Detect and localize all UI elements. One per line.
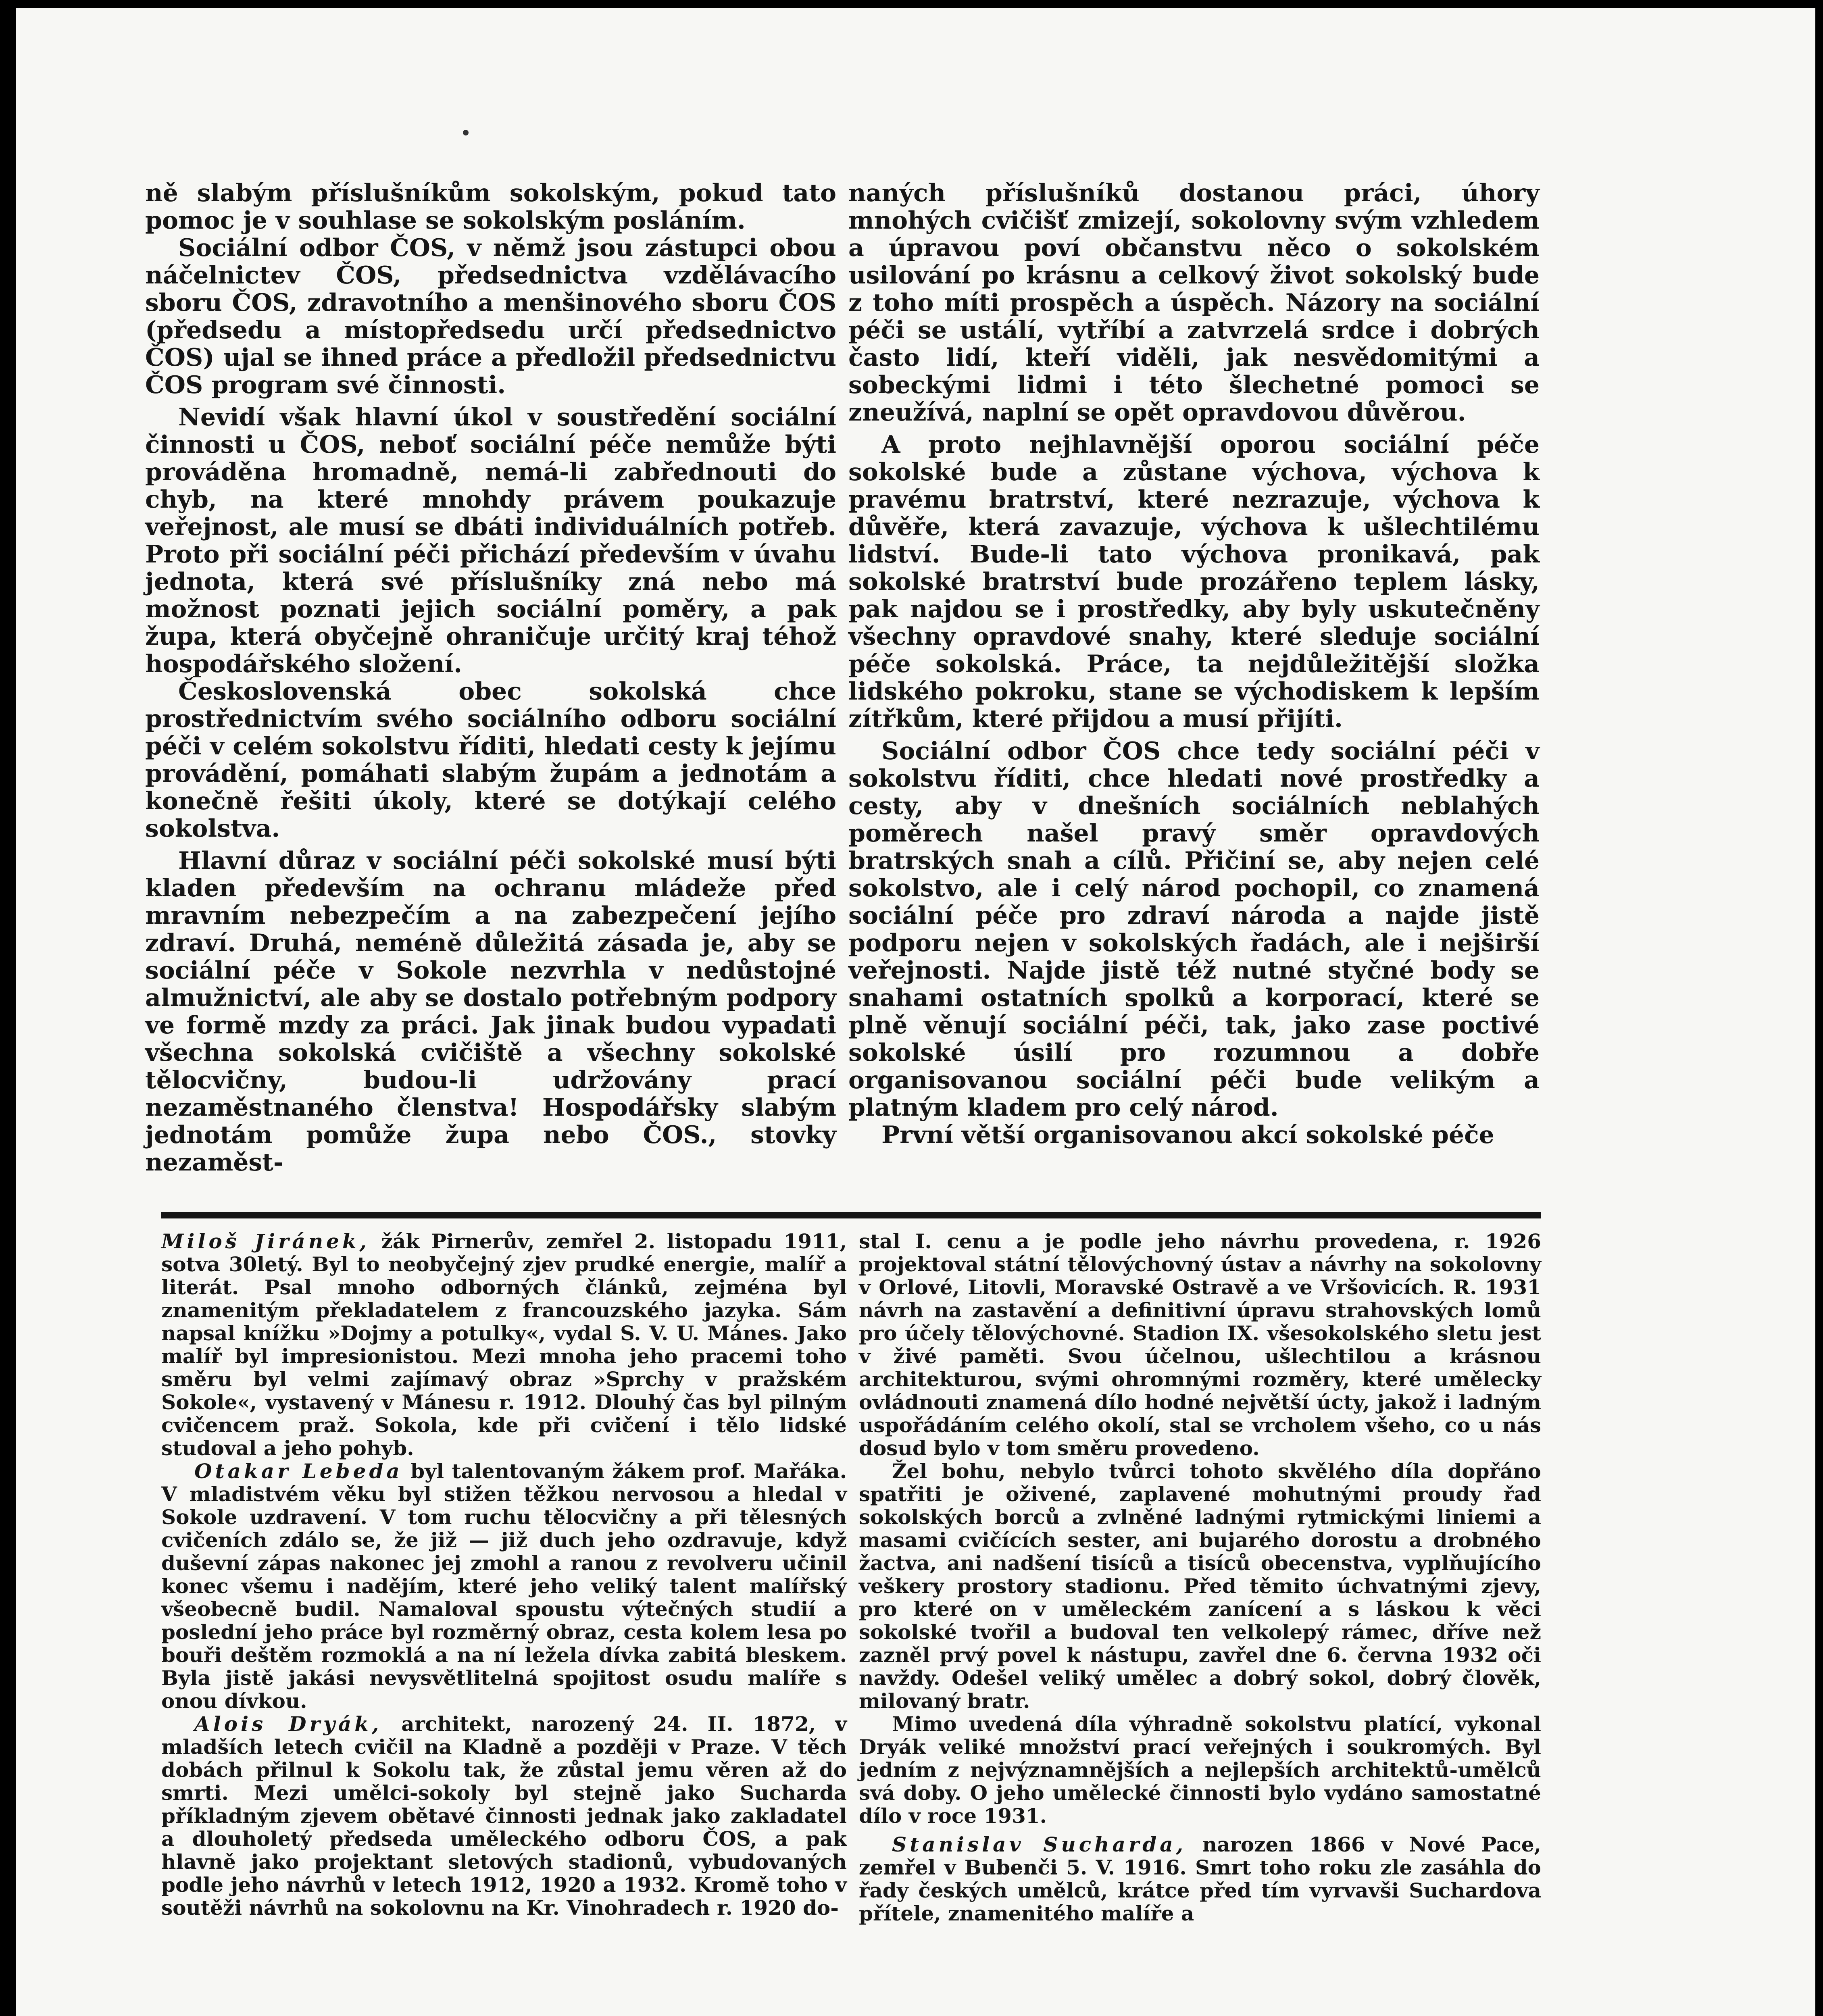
person-name: Alois Dryák, bbox=[194, 1712, 382, 1736]
paragraph: První větší organisovanou akcí sokolské péče bbox=[881, 1121, 1494, 1149]
note-text: stal I. cenu a je podle jeho návrhu provedena, r. 1926 projektoval státní tělovýchovný ústav a návrhy na sokolovny v Orlové, Litovli, Moravské Ostravě a ve Vršovicích. R. 1931 návrh na zastavění a definitivní úpravu strahovských lomů pro účely tělovýchovné. Stadion IX. všesokolského sletu jest v živé paměti. Svou účelnou, ušlechtilou a krásnou architekturou, svými ohromnými rozměry, které umělecky ovládnouti znamená dílo hodné největší úcty, jakož i ladným uspořádáním celého okolí, stal se vrcholem všeho, co u nás dosud bylo v tom směru provedeno. bbox=[859, 1229, 1541, 1460]
notes-column-right bbox=[859, 1230, 1541, 1925]
note-text: Mimo uvedená díla výhradně sokolstvu platící, vykonal Dryák veliké množství prací veřejných i soukromých. Byl jedním z nejvýznamnějších a nejlepších architektů-umělců svá doby. O jeho umělecké činnosti bylo vydáno samostatné dílo v roce 1931. bbox=[859, 1712, 1541, 1828]
biographical-note bbox=[859, 1230, 1541, 1460]
biographical-note bbox=[161, 1712, 847, 1919]
biographical-note bbox=[859, 1460, 1541, 1712]
dust-speck bbox=[463, 130, 469, 135]
note-text: narozen 1866 v Nové Pace, zemřel v Bubenči 5. V. 1916. Smrt toho roku zle zasáhla do řady českých umělců, krátce před tím vyrvavši Suchardova přítele, znamenitého malíře a bbox=[859, 1833, 1541, 1925]
note-text: byl talentovaným žákem prof. Mařáka. V mladistvém věku byl stižen těžkou nervosou a hledal v Sokole uzdravení. V tom ruchu tělocvičny a při tělesných cvičeních zdálo se, že již — již duch jeho ozdravuje, když duševní zápas nakonec jej zmohl a ranou z revolveru učinil konec všemu i nadějím, které jeho veliký talent malířský všeobecně budil. Namaloval spoustu výtečných studií a poslední jeho práce byl rozměrný obraz, cesta kolem lesa po bouři deštěm rozmoklá a na ní ležela dívka zabitá bleskem. Byla jistě jakási nevysvětlitelná spojitost osudu malíře s onou dívkou. bbox=[161, 1459, 847, 1713]
person-name: Miloš Jiránek, bbox=[161, 1229, 370, 1253]
person-name: Otakar Lebeda bbox=[194, 1459, 403, 1483]
paragraph: Sociální odbor ČOS, v němž jsou zástupci obou náčelnictev ČOS, předsednictva vzdělávacího sboru ČOS, zdravotního a menšinového sboru ČOS (předsedu a místopředsedu určí předsednictvo ČOS) ujal se ihned práce a předložil předsednictvu ČOS program své činnosti. bbox=[145, 234, 836, 399]
article-column-left bbox=[145, 179, 836, 1176]
paragraph: naných příslušníků dostanou práci, úhory mnohých cvičišť zmizejí, sokolovny svým vzhledem a úpravou poví občanstvu něco o sokolském usilování po krásnu a celkový život sokolský bude z toho míti prospěch a úspěch. Názory na sociální péči se ustálí, vytříbí a zatvrzelá srdce i dobrých často lidí, kteří viděli, jak nesvědomitými a sobeckými lidmi i této šlechetné pomoci se zneužívá, naplní se opět opravdovou důvěrou. bbox=[848, 179, 1540, 427]
biographical-note bbox=[161, 1460, 847, 1712]
note-text: architekt, narozený 24. II. 1872, v mladších letech cvičil na Kladně a později v Praze. V těch dobách přilnul k Sokolu tak, že zůstal jemu věren až do smrti. Mezi umělci-sokoly byl stejně jako Sucharda příkladným zjevem obětavé činnosti jednak jako zakladatel a dlouholetý předseda uměleckého odboru ČOS, a pak hlavně jako projektant sletových stadionů, vybudovaných podle jeho návrhů v letech 1912, 1920 a 1932. Kromě toho v soutěži návrhů na sokolovnu na Kr. Vinohradech r. 1920 do- bbox=[161, 1712, 847, 1920]
paragraph: ně slabým příslušníkům sokolským, pokud tato pomoc je v souhlase se sokolským posláním. bbox=[145, 179, 836, 235]
note-text: Žel bohu, nebylo tvůrci tohoto skvělého díla dopřáno spatřiti je oživené, zaplavené mohutnými proudy řad sokolských borců a zvlněné ladnými rytmickými liniemi a masami cvičících sester, ani bujarého dorostu a drobného žactva, ani nadšení tisíců a tisíců obecenstva, vyplňujícího veškery prostory stadionu. Před těmito úchvatnými zjevy, pro které on v uměleckém zanícení a s láskou k věci sokolské tvořil a budoval ten velkolepý rámec, dříve než zazněl prvý povel k nástupu, zavřel dne 6. června 1932 oči navždy. Odešel veliký umělec a dobrý sokol, dobrý člověk, milovaný bratr. bbox=[859, 1459, 1541, 1713]
person-name: Stanislav Sucharda, bbox=[892, 1833, 1187, 1856]
paragraph: Sociální odbor ČOS chce tedy sociální péči v sokolstvu říditi, chce hledati nové prostředky a cesty, aby v dnešních sociálních neblahých poměrech našel pravý směr opravdových bratrských snah a cílů. Přičiní se, aby nejen celé sokolstvo, ale i celý národ pochopil, co znamená sociální péče pro zdraví národa a najde jistě podporu nejen v sokolských řadách, ale i nejširší veřejnosti. Najde jistě též nutné styčné body se snahami ostatních spolků a korporací, které se plně věnují sociální péči, tak, jako zase poctivé sokolské úsilí pro rozumnou a dobře organisovanou sociální péči bude velikým a platným kladem pro celý národ. bbox=[848, 737, 1540, 1122]
paragraph: Hlavní důraz v sociální péči sokolské musí býti kladen především na ochranu mládeže před mravním nebezpečím a na zabezpečení jejího zdraví. Druhá, neméně důležitá zásada je, aby se sociální péče v Sokole nezvrhla v nedůstojné almužnictví, ale aby se dostalo potřebným podpory ve formě mzdy za práci. Jak jinak budou vypadati všechna sokolská cvičiště a všechny sokolské tělocvičny, budou-li udržovány prací nezaměstnaného členstva! Hospodářsky slabým jednotám pomůže župa nebo ČOS., stovky nezaměst- bbox=[145, 847, 836, 1177]
paragraph: Československá obec sokolská chce prostřednictvím svého sociálního odboru sociální péči v celém sokolstvu říditi, hledati cesty k jejímu provádění, pomáhati slabým župám a jednotám a konečně řešiti úkoly, které se dotýkají celého sokolstva. bbox=[145, 677, 836, 843]
note-text: žák Pirnerův, zemřel 2. listopadu 1911, sotva 30letý. Byl to neobyčejný zjev prudké energie, malíř a literát. Psal mnoho odborných článků, zejména byl znamenitým překladatelem z francouzského jazyka. Sám napsal knížku »Dojmy a potulky«, vydal S. V. U. Mánes. Jako malíř byl impresionistou. Mezi mnoha jeho pracemi toho směru byl velmi zajímavý obraz »Sprchy v pražském Sokole«, vystavený v Mánesu r. 1912. Dlouhý čas byl pilným cvičencem praž. Sokola, kde při cvičení i tělo lidské studoval a jeho pohyb. bbox=[161, 1229, 847, 1460]
biographical-note bbox=[859, 1712, 1541, 1827]
paragraph: Nevidí však hlavní úkol v soustředění sociální činnosti u ČOS, neboť sociální péče nemůže býti prováděna hromadně, nemá-li zabřednouti do chyb, na které mnohdy právem poukazuje veřejnost, ale musí se dbáti individuálních potřeb. Proto při sociální péči přichází především v úvahu jednota, která své příslušníky zná nebo má možnost poznati jejich sociální poměry, a pak župa, která obyčejně ohraničuje určitý kraj téhož hospodářského složení. bbox=[145, 403, 836, 678]
biographical-note bbox=[161, 1230, 847, 1460]
paragraph: A proto nejhlavnější oporou sociální péče sokolské bude a zůstane výchova, výchova k pravému bratrství, které nezrazuje, výchova k důvěře, která zavazuje, výchova k ušlechtilému lidství. Bude-li tato výchova pronikavá, pak sokolské bratrství bude prozářeno teplem lásky, pak najdou se i prostředky, aby byly uskutečněny všechny opravdové snahy, které sleduje sociální péče sokolská. Práce, ta nejdůležitější složka lidského pokroku, stane se východiskem k lepším zítřkům, které přijdou a musí přijíti. bbox=[848, 431, 1540, 733]
section-divider-rule bbox=[161, 1212, 1541, 1218]
biographical-note bbox=[859, 1833, 1541, 1925]
notes-column-left bbox=[161, 1230, 847, 1919]
article-column-right bbox=[848, 179, 1540, 1149]
